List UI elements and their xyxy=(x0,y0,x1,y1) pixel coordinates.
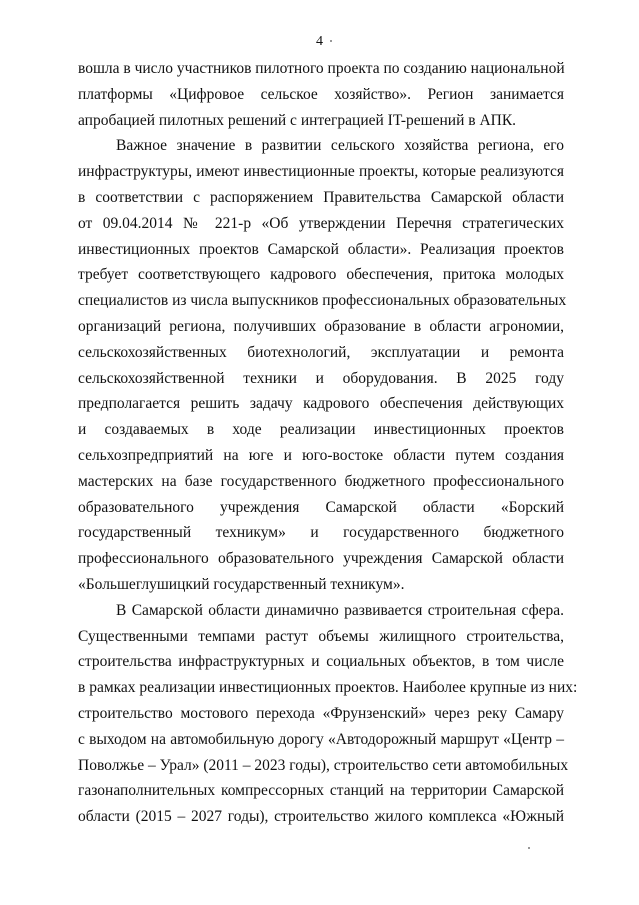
text-line: мастерских на базе государственного бюджетного профессионального xyxy=(78,472,564,490)
text-line: апробацией пилотных решений с интеграцией IT-решений в АПК. xyxy=(78,111,517,129)
text-line: В Самарской области динамично развивается строительная сфера. xyxy=(116,601,564,619)
text-line: сельскохозяйственных биотехнологий, эксплуатации и ремонта xyxy=(78,343,564,361)
text-line: платформы «Цифровое сельское хозяйство». Регион занимается xyxy=(78,85,564,103)
page-number: 4 xyxy=(316,34,323,49)
text-line: с выходом на автомобильную дорогу «Автодорожный маршрут «Центр – xyxy=(78,730,564,748)
text-line: строительство мостового перехода «Фрунзенский» через реку Самару xyxy=(78,704,564,722)
scan-speck xyxy=(528,847,530,849)
text-line: Поволжье – Урал» (2011 – 2023 годы), строительство сети автомобильных xyxy=(78,756,569,774)
text-line: Важное значение в развитии сельского хозяйства региона, его xyxy=(116,137,564,155)
text-line: строительства инфраструктурных и социальных объектов, в том числе xyxy=(78,653,564,671)
text-line: сельскохозяйственной техники и оборудования. В 2025 году xyxy=(78,369,564,387)
text-line: в соответствии с распоряжением Правительства Самарской области xyxy=(78,188,564,206)
text-line: образовательного учреждения Самарской области «Борский xyxy=(78,498,564,516)
text-line: и создаваемых в ходе реализации инвестиционных проектов xyxy=(78,421,564,439)
text-line: вошла в число участников пилотного проекта по созданию национальной xyxy=(78,60,565,77)
text-line: сельхозпредприятий на юге и юго-востоке области путем создания xyxy=(78,446,564,464)
text-line: газонаполнительных компрессорных станций на территории Самарской xyxy=(78,782,564,800)
text-line: предполагается решить задачу кадрового обеспечения действующих xyxy=(78,395,564,413)
text-line: инвестиционных проектов Самарской области». Реализация проектов xyxy=(78,240,564,258)
text-line: Существенными темпами растут объемы жилищного строительства, xyxy=(78,627,564,645)
text-line: от 09.04.2014 № 221-р «Об утверждении Перечня стратегических xyxy=(78,214,564,232)
text-line: «Большеглушицкий государственный техникум». xyxy=(78,575,405,593)
text-line: требует соответствующего кадрового обеспечения, притока молодых xyxy=(78,266,564,284)
text-line: государственный техникум» и государственного бюджетного xyxy=(78,524,564,542)
text-line: области (2015 – 2027 годы), строительство жилого комплекса «Южный xyxy=(78,808,564,826)
text-line: инфраструктуры, имеют инвестиционные проекты, которые реализуются xyxy=(78,163,564,181)
scan-speck xyxy=(330,40,332,42)
body-text xyxy=(78,56,578,830)
text-line: специалистов из числа выпускников профессиональных образовательных xyxy=(78,292,567,310)
text-line: профессионального образовательного учреждения Самарской области xyxy=(78,550,564,568)
text-line: организаций региона, получивших образование в области агрономии, xyxy=(78,317,564,335)
text-line: в рамках реализации инвестиционных проектов. Наиболее крупные из них: xyxy=(78,679,578,697)
